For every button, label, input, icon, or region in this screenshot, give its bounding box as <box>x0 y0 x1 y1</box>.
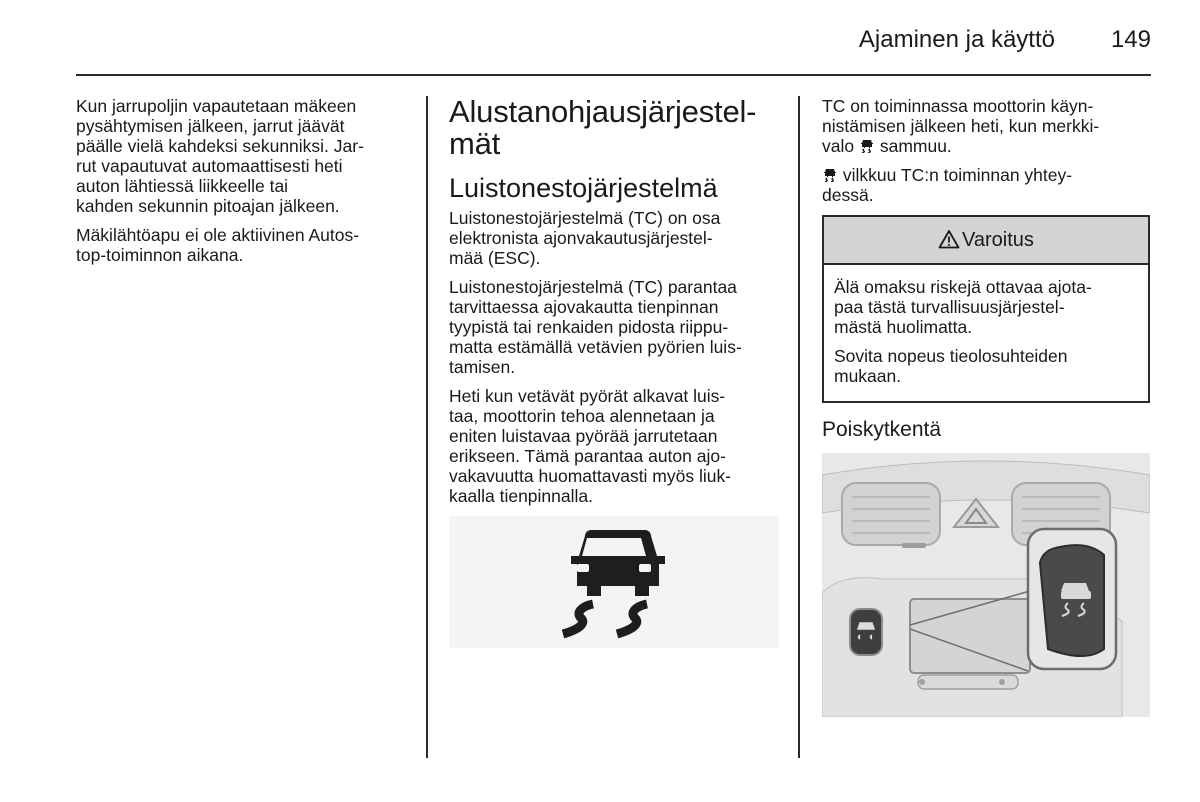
paragraph: Heti kun vetävät pyörät alkavat luis- taa, moottorin tehoa alennetaan ja eniten luistavaa pyörää jarrutetaan erikseen. Tämä parantaa auton ajo- vakavuutta huomattavasti myös liuk- kaalla tienpinnalla. <box>449 386 732 506</box>
dashboard-figure <box>822 453 1150 717</box>
paragraph: Sovita nopeus tieolosuhteiden mukaan. <box>834 346 1068 386</box>
paragraph-text: vilkkuu TC:n toiminnan yhtey- dessä. <box>822 165 1073 205</box>
column-2 <box>449 96 779 648</box>
warning-triangle-icon <box>938 229 960 249</box>
traction-control-icon <box>860 139 874 153</box>
dashboard-tc-button-illustration <box>822 453 1150 717</box>
paragraph <box>822 165 1150 205</box>
traction-control-icon <box>549 520 679 644</box>
subsection-title: Luistonestojärjestelmä <box>449 173 718 203</box>
column-divider-1 <box>426 96 428 758</box>
warning-box <box>822 215 1150 403</box>
warning-header <box>824 217 1148 265</box>
paragraph: Kun jarrupoljin vapautetaan mäkeen pysähtymisen jälkeen, jarrut jäävät päälle vielä kahdeksi sekunniksi. Jar- rut vapautuvat automaattisesti heti auton lähtiessä liikkeelle tai kahden sekunnin pitoajan jälkeen. <box>76 96 364 216</box>
paragraph-text: sammuu. <box>874 136 952 156</box>
traction-control-icon <box>823 168 837 182</box>
page-header <box>0 0 1200 80</box>
column-3 <box>822 96 1150 717</box>
page-number: 149 <box>1110 26 1151 53</box>
header-divider <box>76 74 1151 76</box>
column-1 <box>76 96 404 274</box>
paragraph: Älä omaksu riskejä ottavaa ajota- paa tästä turvallisuusjärjestel- mästä huolimatta. <box>834 277 1092 337</box>
chapter-title: Ajaminen ja käyttö <box>858 26 1055 53</box>
paragraph <box>822 96 1150 156</box>
subheading: Poiskytkentä <box>822 418 942 441</box>
traction-control-figure <box>449 516 779 648</box>
paragraph-text: TC on toiminnassa moottorin käyn- nistämisen jälkeen heti, kun merkki- valo <box>822 96 1100 156</box>
section-title: Alustanohjausjärjestel- mät <box>449 94 757 161</box>
column-divider-2 <box>798 96 800 758</box>
paragraph: Mäkilähtöapu ei ole aktiivinen Autos- top-toiminnon aikana. <box>76 225 360 265</box>
warning-body <box>824 265 1148 401</box>
paragraph: Luistonestojärjestelmä (TC) on osa elektronista ajonvakautusjärjestel- mää (ESC). <box>449 208 721 268</box>
paragraph: Luistonestojärjestelmä (TC) parantaa tarvittaessa ajovakautta tienpinnan tyypistä tai renkaiden pidosta riippu- matta estämällä vetävien pyörien luis- tamisen. <box>449 277 742 377</box>
warning-title: Varoitus <box>962 229 1034 251</box>
